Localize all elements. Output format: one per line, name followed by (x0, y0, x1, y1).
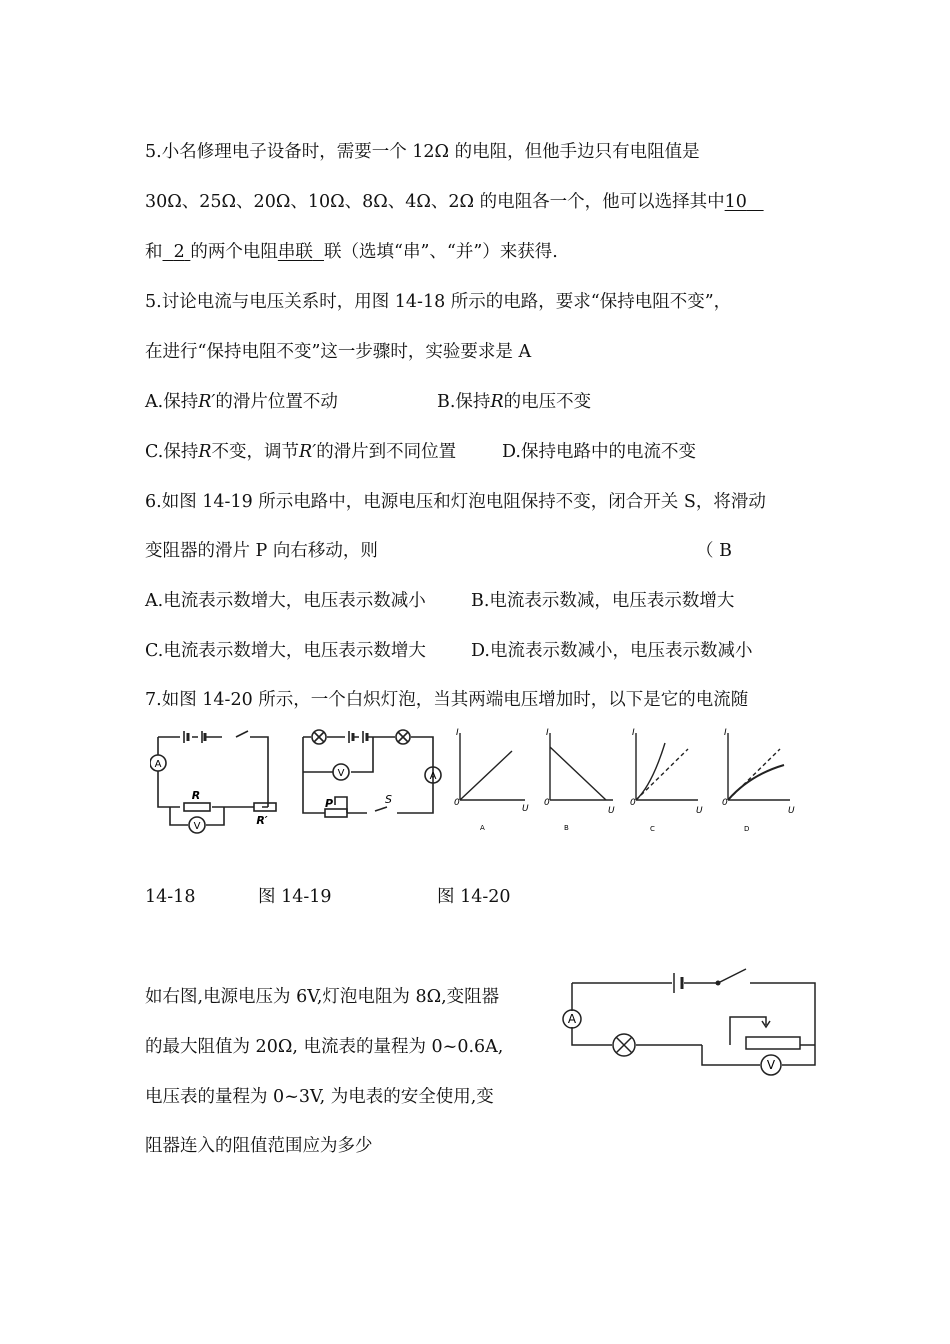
q5b-option-c-mid: 不变，调节 (211, 442, 300, 462)
fig19-ammeter-label: A (429, 771, 437, 782)
graph-d-origin: 0 (722, 798, 728, 808)
q5a-answer-2-text: 2 (173, 242, 185, 262)
graph-c-y-label: I (632, 728, 635, 738)
q5b-line2: 在进行“保持电阻不变”这一步骤时，实验要求是 A (145, 342, 532, 362)
q5a-answer-2 (163, 242, 191, 262)
q5b-option-a (145, 392, 338, 412)
q5a-line3-post: 联（选填“串”、“并”）来获得. (324, 242, 558, 262)
caption-fig-14-18: 14-18 (145, 887, 196, 907)
graph-d-x-label: U (788, 806, 795, 816)
q6-option-d: D.电流表示数减小，电压表示数减小 (471, 641, 753, 661)
q5a-line3 (145, 240, 558, 264)
fig18-voltmeter-label: V (193, 821, 201, 832)
q5b-option-a-pre: A.保持 (145, 392, 199, 412)
q5b-option-d: D.保持电路中的电流不变 (502, 442, 696, 462)
graph-b-origin: 0 (544, 798, 550, 808)
graph-d-y-label: I (724, 728, 727, 738)
fig19-switch-label: S (385, 793, 392, 806)
graph-a-x-label: U (522, 804, 529, 814)
q6-option-c: C.电流表示数增大，电压表示数增大 (145, 641, 426, 661)
graph-b-y-label: I (546, 728, 549, 738)
fig19-slider-label: P (325, 797, 334, 810)
q8-line3: 电压表的量程为 0~3V, 为电表的安全使用,变 (145, 1087, 494, 1107)
q5b-option-b-post: 的电压不变 (503, 392, 592, 412)
q6-line2 (145, 539, 745, 563)
graph-a-y-label: I (456, 728, 459, 738)
caption-fig-14-19: 图 14-19 (258, 887, 332, 907)
q6-line1: 6.如图 14-19 所示电路中，电源电压和灯泡电阻保持不变，闭合开关 S，将滑动 (145, 492, 766, 512)
fig18-rheostat-label: R′ (256, 814, 268, 827)
fig18-resistor-label: R (191, 789, 201, 802)
q5a-line2 (145, 190, 764, 214)
q5a-answer-3-text: 串联 (277, 242, 313, 262)
q5b-option-c-r2: R′ (299, 442, 317, 462)
q8-line1: 如右图,电源电压为 6V,灯泡电阻为 8Ω,变阻器 (145, 987, 500, 1007)
q8-circuit-diagram (560, 965, 825, 1080)
q5b-option-c-r: R (198, 442, 212, 462)
figure-14-19-circuit (295, 725, 445, 825)
q5a-line3-pre: 和 (145, 242, 163, 262)
q5a-answer-3 (278, 242, 324, 262)
q5b-options-ab (145, 390, 592, 414)
q6-answer: （ B (696, 541, 732, 561)
q5b-option-a-r: R′ (198, 392, 216, 412)
q5b-options-cd (145, 440, 696, 464)
graph-c-origin: 0 (630, 798, 636, 808)
graph-b-label: B (564, 824, 569, 832)
caption-fig-14-20: 图 14-20 (437, 887, 511, 907)
q5a-line1: 5.小名修理电子设备时，需要一个 12Ω 的电阻，但他手边只有电阻值是 (145, 142, 700, 162)
q6-options-ab (145, 589, 735, 613)
graph-c-label: C (650, 825, 655, 833)
graph-a-origin: 0 (454, 798, 460, 808)
figure-14-20-graphs (450, 725, 810, 840)
q7-line1: 7.如图 14-20 所示，一个白炽灯泡，当其两端电压增加时，以下是它的电流随 (145, 690, 749, 710)
q5a-answer-1 (725, 192, 764, 212)
q5a-line2-text: 30Ω、25Ω、20Ω、10Ω、8Ω、4Ω、2Ω 的电阻各一个，他可以选择其中 (145, 192, 725, 212)
q8-ammeter-label: A (567, 1012, 577, 1026)
switch-pivot-dot (716, 981, 721, 986)
q5b-option-c-post: 的滑片到不同位置 (316, 442, 457, 462)
q5b-option-b-r: R (490, 392, 504, 412)
fig18-ammeter-label: A (154, 759, 162, 770)
q5b-option-c (145, 442, 456, 462)
q8-line2: 的最大阻值为 20Ω, 电流表的量程为 0~0.6A, (145, 1037, 504, 1057)
q5b-option-a-post: 的滑片位置不动 (215, 392, 338, 412)
q5b-option-c-pre: C.保持 (145, 442, 199, 462)
fig19-voltmeter-label: V (337, 768, 345, 779)
graph-b-x-label: U (608, 806, 615, 816)
q5b-option-b (437, 390, 591, 414)
graph-c-x-label: U (696, 806, 703, 816)
q6-option-a: A.电流表示数增大，电压表示数减小 (145, 591, 426, 611)
q6-options-cd (145, 639, 753, 663)
figure-14-18-circuit (150, 725, 280, 840)
q8-voltmeter-label: V (766, 1058, 776, 1072)
q6-option-b: B.电流表示数减，电压表示数增大 (471, 591, 735, 611)
q5b-option-b-pre: B.保持 (437, 392, 491, 412)
q6-line2-text: 变阻器的滑片 P 向右移动，则 (145, 541, 378, 561)
q5a-line3-mid: 的两个电阻 (190, 242, 278, 262)
graph-a-label: A (480, 824, 485, 832)
q5a-answer-1-text: 10 (724, 192, 747, 212)
graph-d-label: D (744, 825, 750, 833)
q8-line4: 阻器连入的阻值范围应为多少 (145, 1136, 373, 1156)
q5b-line1: 5.讨论电流与电压关系时，用图 14-18 所示的电路，要求“保持电阻不变”， (145, 292, 732, 312)
